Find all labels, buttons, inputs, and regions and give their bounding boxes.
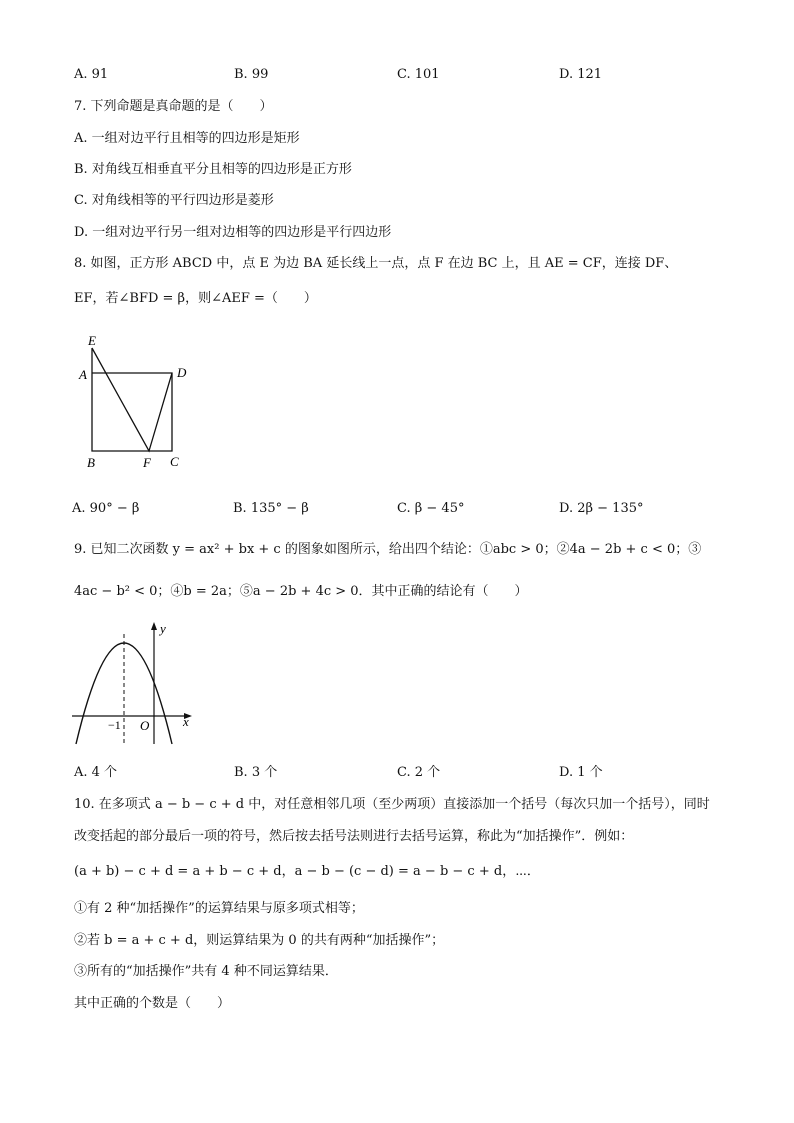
y-axis-arrow-icon xyxy=(151,622,157,630)
q7-option-a: A. 一组对边平行且相等的四边形是矩形 xyxy=(74,131,300,146)
q6-option-c: C. 101 xyxy=(397,67,440,82)
q8-option-c: C. β − 45° xyxy=(397,501,465,516)
label-b: B xyxy=(87,455,95,470)
label-d: D xyxy=(177,365,187,380)
segments-ef-fd xyxy=(92,348,172,451)
q10-line1: 10. 在多项式 a − b − c + d 中，对任意相邻几项（至少两项）直接添加一个括号（每次只加一个括号），同时 xyxy=(74,797,710,812)
q9-stem-line1: 9. 已知二次函数 y = ax² + bx + c 的图象如图所示，给出四个结论：①abc > 0；②4a − 2b + c < 0；③ xyxy=(74,542,702,557)
label-a: A xyxy=(79,367,87,382)
q8-option-b: B. 135° − β xyxy=(233,501,309,516)
q7-option-d: D. 一组对边平行另一组对边相等的四边形是平行四边形 xyxy=(74,225,392,240)
q10-statement-1: ①有 2 种“加括操作”的运算结果与原多项式相等； xyxy=(74,901,364,916)
q9-stem-line2: 4ac − b² < 0；④b = 2a；⑤a − 2b + 4c > 0．其中正确的结论有（ ） xyxy=(74,584,528,599)
q8-stem-line1: 8. 如图，正方形 ABCD 中，点 E 为边 BA 延长线上一点，点 F 在边 BC 上，且 AE = CF，连接 DF、 xyxy=(74,256,678,271)
label-y: y xyxy=(160,621,166,636)
label-c: C xyxy=(170,454,179,469)
q6-option-d: D. 121 xyxy=(559,67,603,82)
q10-question: 其中正确的个数是（ ） xyxy=(74,996,231,1011)
label-f: F xyxy=(143,455,151,470)
q9-parabola-figure xyxy=(70,618,200,750)
q10-statement-3: ③所有的“加括操作”共有 4 种不同运算结果． xyxy=(74,964,338,979)
q8-option-d: D. 2β − 135° xyxy=(559,501,644,516)
q7-option-b: B. 对角线互相垂直平分且相等的四边形是正方形 xyxy=(74,162,352,177)
q7-stem: 7. 下列命题是真命题的是（ ） xyxy=(74,99,273,114)
label-x: x xyxy=(183,714,189,729)
square-abcd xyxy=(92,348,172,451)
q8-stem-line2: EF，若∠BFD = β，则∠AEF =（ ） xyxy=(74,291,317,306)
q8-square-figure xyxy=(76,330,196,475)
q7-option-c: C. 对角线相等的平行四边形是菱形 xyxy=(74,193,274,208)
q9-option-a: A. 4 个 xyxy=(74,765,118,780)
label-origin: O xyxy=(140,718,150,733)
q9-option-b: B. 3 个 xyxy=(234,765,278,780)
q10-line2: 改变括起的部分最后一项的符号，然后按去括号法则进行去括号运算，称此为“加括操作”．例如： xyxy=(74,829,634,844)
label-neg1: −1 xyxy=(108,718,121,732)
label-e: E xyxy=(88,333,96,348)
q9-option-d: D. 1 个 xyxy=(559,765,603,780)
q10-line3: (a + b) − c + d = a + b − c + d，a − b − (c − d) = a − b − c + d，⋯． xyxy=(74,864,540,879)
q6-option-a: A. 91 xyxy=(74,67,109,82)
q8-option-a: A. 90° − β xyxy=(72,501,140,516)
q10-statement-2: ②若 b = a + c + d，则运算结果为 0 的共有两种“加括操作”； xyxy=(74,933,445,948)
q6-option-b: B. 99 xyxy=(234,67,269,82)
q9-option-c: C. 2 个 xyxy=(397,765,441,780)
